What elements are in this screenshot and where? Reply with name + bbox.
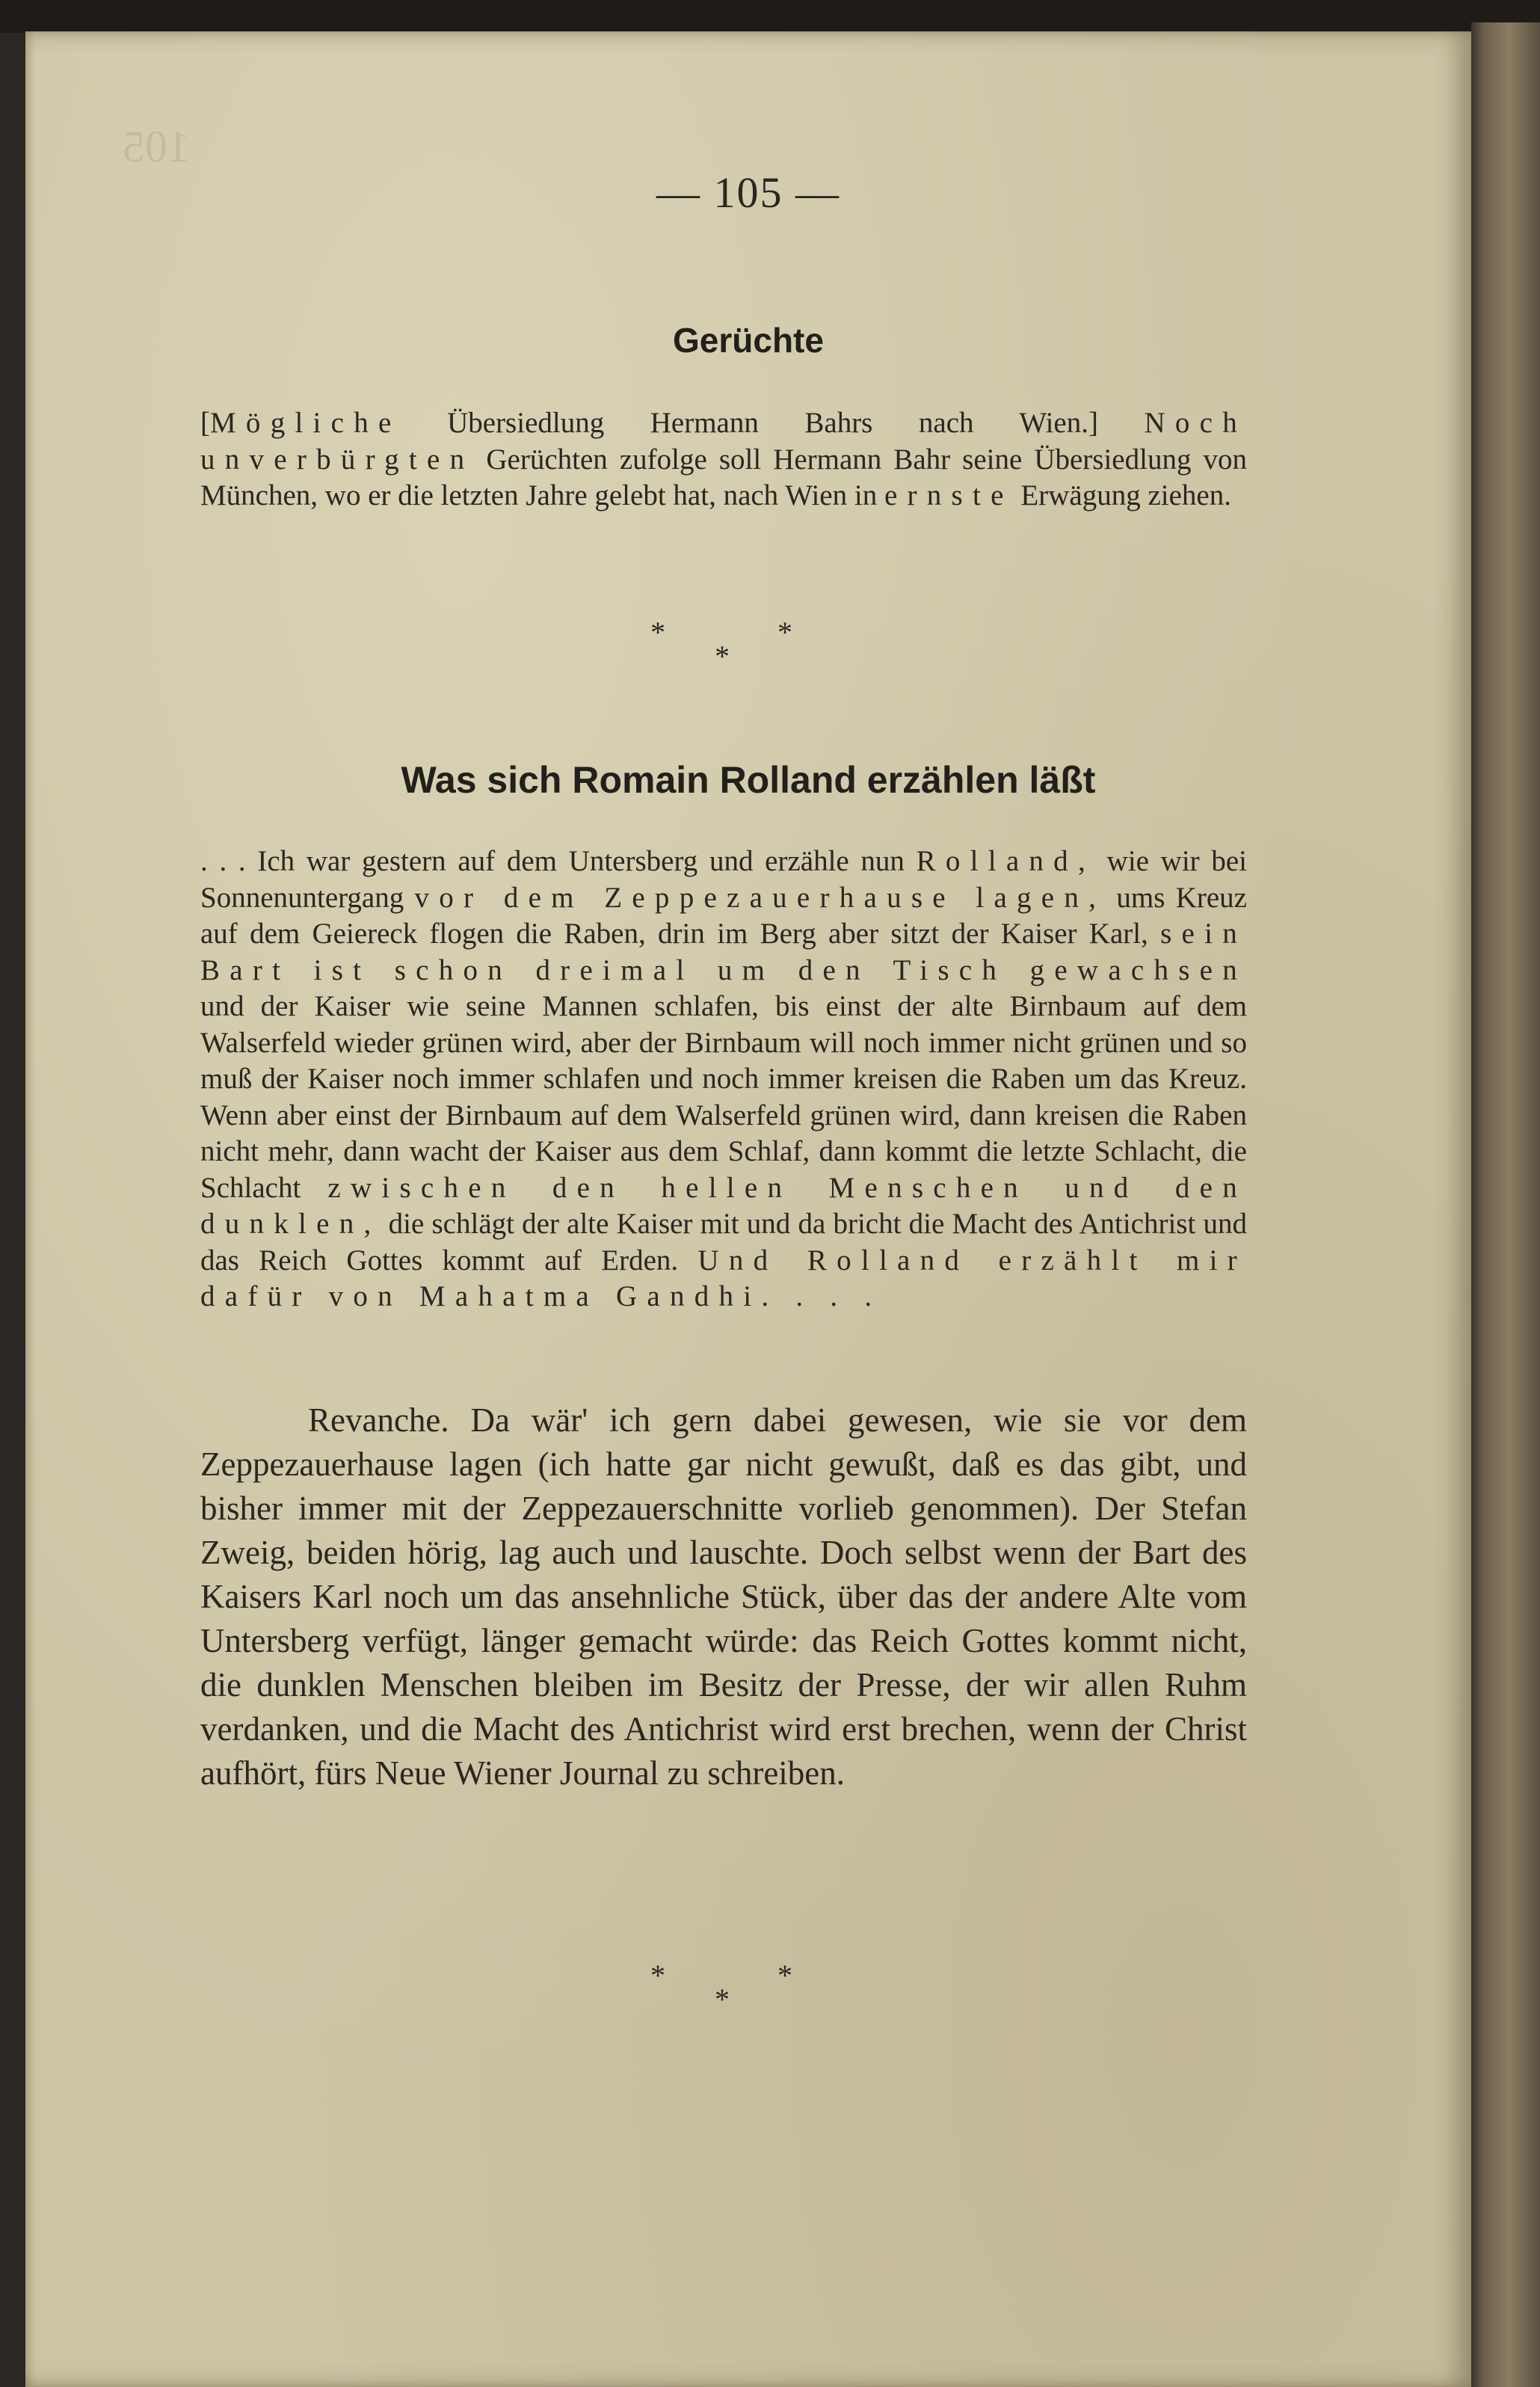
paragraph-untersberg-legend xyxy=(200,844,1247,1315)
body-text: und der Kaiser wie seine Mannen schlafen, bis einst der alte Birnbaum auf dem Walserfeld wieder grünen wird, aber der Birnbaum will noch immer nicht grünen und so muß der Kaiser noch immer schlafen und noch immer kreisen die Raben um das Kreuz. Wenn aber einst der Birnbaum auf dem Walserfeld grünen wird, dann kreisen die Raben nicht mehr, dann wacht der Kaiser aus dem Schlaf, dann kommt die letzte Schlacht, die Schlacht xyxy=(200,990,1247,1204)
asterism-separator xyxy=(646,615,825,673)
spaced-text: Rolland, xyxy=(916,845,1095,877)
body-text: wie wir bei Sonnenuntergang xyxy=(200,845,1247,914)
spaced-text: zwischen den hellen Menschen und den dunklen, xyxy=(200,1171,1247,1240)
spaced-text: ernste xyxy=(884,479,1014,512)
show-through-mark: 105 xyxy=(123,122,190,171)
spaced-text: Noch unverbürgten xyxy=(200,407,1247,476)
book-page xyxy=(25,31,1471,2387)
bracket: [ xyxy=(200,407,210,439)
asterisk: * xyxy=(777,615,792,649)
body-text: Übersiedlung Hermann Bahrs nach Wien.] xyxy=(401,407,1145,439)
spaced-text: vor dem Zeppezauerhause lagen, xyxy=(414,881,1106,914)
page-number: — 105 — xyxy=(656,168,840,217)
asterisk: * xyxy=(715,1982,730,2016)
body-text: . . . Ich war gestern auf dem Untersberg und erzähle nun xyxy=(200,845,917,877)
paragraph-bahr-rumor xyxy=(200,405,1247,514)
asterism-separator xyxy=(646,1958,825,2016)
paragraph-revanche: Revanche. Da wär' ich gern dabei gewesen, wie sie vor dem Zeppezauerhause lagen (ich hatte gar nicht gewußt, daß es das gibt, und bisher immer mit der Zeppezauerschnitte vorlieb genommen). Der Stefan Zweig, beiden hörig, lag auch und lauschte. Doch selbst wenn der Bart des Kaisers Karl noch um das ansehnliche Stück, über das der andere Alte vom Untersberg verfügt, länger gemacht würde: das Reich Gottes kommt nicht, die dunklen Menschen bleiben im Besitz der Presse, der wir allen Ruhm verdanken, und die Macht des Antichrist wird erst brechen, wenn der Christ aufhört, fürs Neue Wiener Journal zu schreiben. xyxy=(200,1401,1247,1792)
asterisk: * xyxy=(715,639,730,673)
body-text: Gerüchten zufolge soll Hermann Bahr seine Übersiedlung von München, wo er die letzten Jahre gelebt hat, nach Wien in xyxy=(200,443,1247,512)
adjacent-page-edge xyxy=(1471,22,1540,2387)
body-text: die schlägt der alte Kaiser mit und da bricht die Macht des Antichrist und das Reich Gottes kommt auf Erden. xyxy=(200,1208,1247,1277)
body-text: Erwägung ziehen. xyxy=(1013,479,1231,512)
body-text: ums Kreuz auf dem Geiereck flogen die Raben, drin im Berg aber sitzt der Kaiser Karl, xyxy=(200,881,1247,950)
asterisk: * xyxy=(777,1959,792,1992)
book-binding-edge xyxy=(0,0,1540,33)
spaced-text: sein Bart ist schon dreimal um den Tisch gewachsen xyxy=(200,918,1247,986)
asterisk: * xyxy=(650,1959,665,1992)
asterisk: * xyxy=(650,615,665,649)
section-title-geruechte: Gerüchte xyxy=(673,321,824,360)
section-title-rolland: Was sich Romain Rolland erzählen läßt xyxy=(401,759,1096,801)
spaced-text: Mögliche xyxy=(210,407,401,439)
spaced-text: Und Rolland erzählt mir dafür von Mahatma Gandhi. . . . xyxy=(200,1244,1247,1312)
